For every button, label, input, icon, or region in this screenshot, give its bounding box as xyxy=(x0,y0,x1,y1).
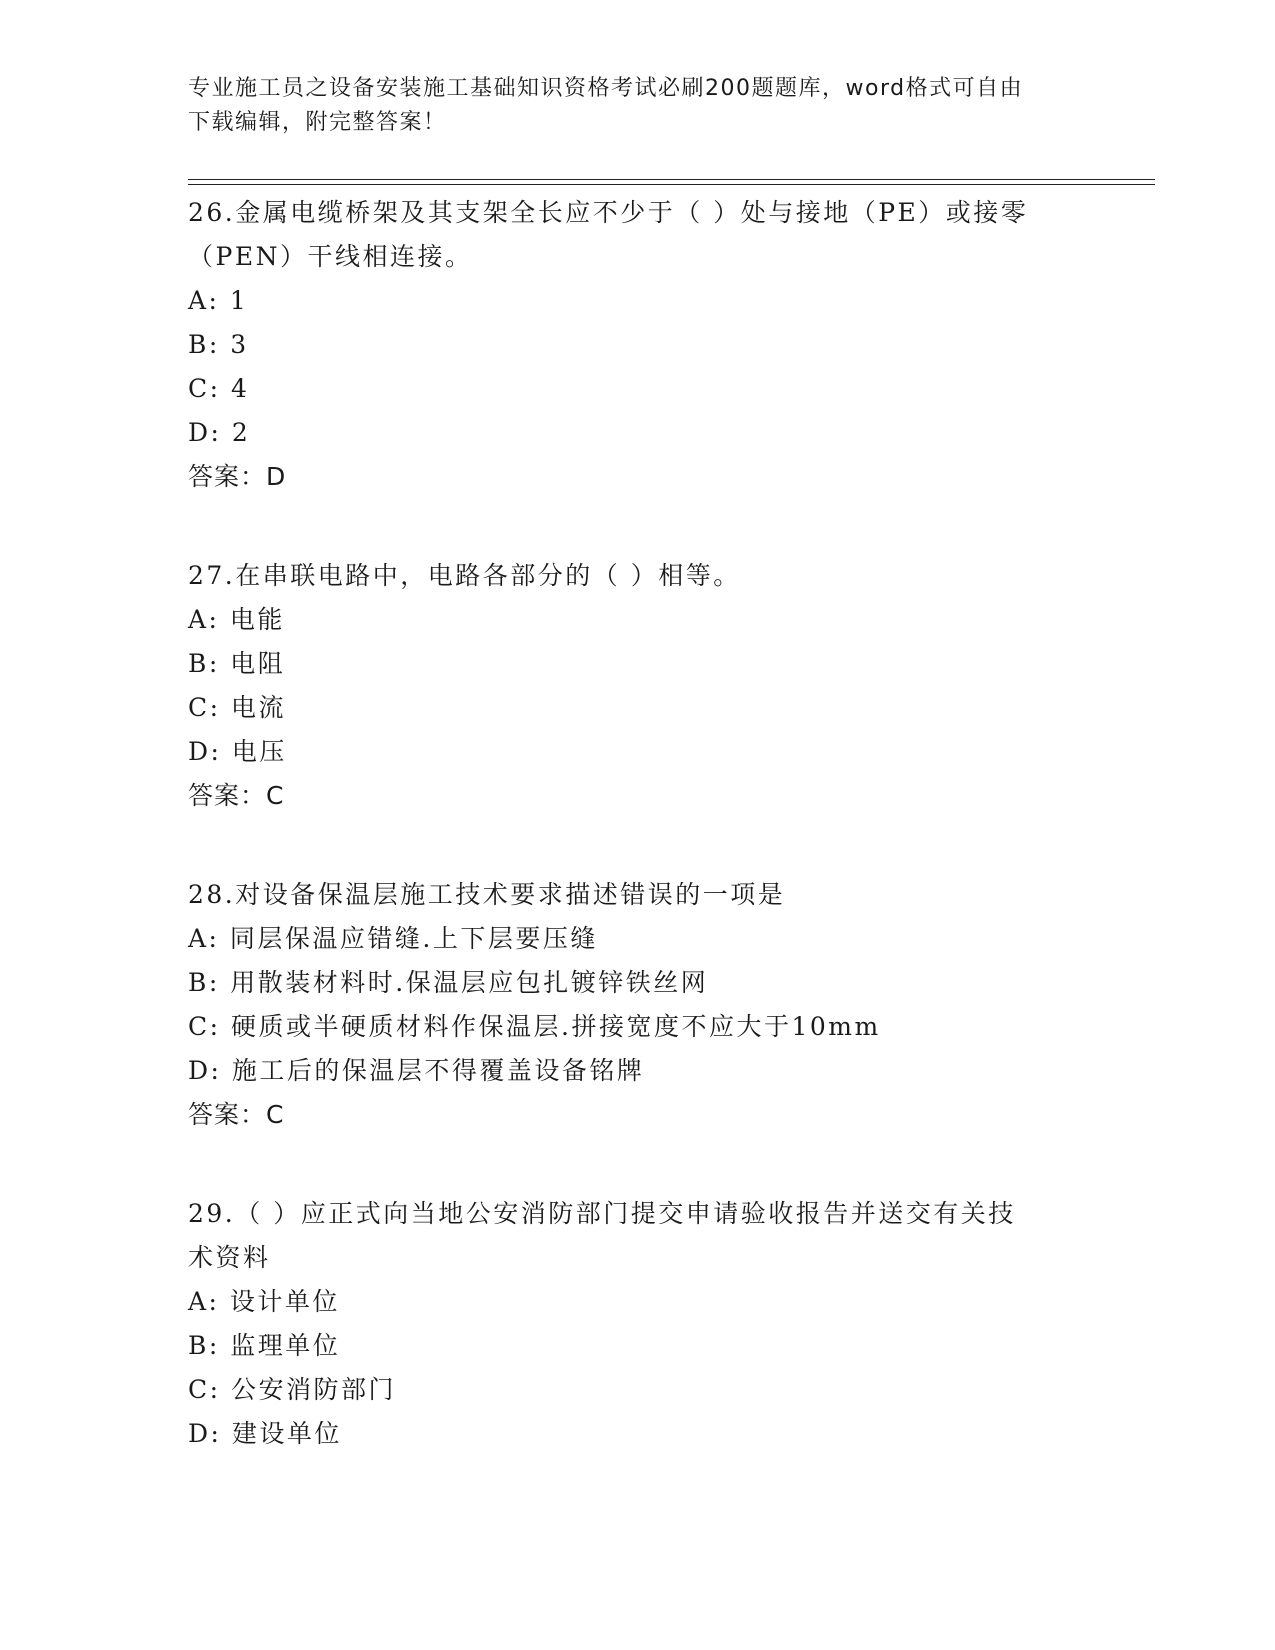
question-text-continued: （PEN）干线相连接。 xyxy=(188,242,473,271)
option-c: C: 电流 xyxy=(188,693,286,722)
question-text: 27.在串联电路中，电路各部分的（ ）相等。 xyxy=(188,561,741,590)
option-b: B: 用散装材料时.保温层应包扎镀锌铁丝网 xyxy=(188,968,709,997)
answer: 答案：C xyxy=(188,781,285,810)
answer: 答案：C xyxy=(188,1100,285,1129)
option-c: C: 4 xyxy=(188,374,250,403)
question-text: 29.（ ）应正式向当地公安消防部门提交申请验收报告并送交有关技 xyxy=(188,1199,1016,1228)
header-divider-bottom xyxy=(188,184,1155,185)
option-b: B: 电阻 xyxy=(188,649,286,678)
question-text-continued: 术资料 xyxy=(188,1243,271,1272)
question-26 xyxy=(188,191,1088,499)
option-d: D: 2 xyxy=(188,418,251,447)
option-d: D: 电压 xyxy=(188,737,287,766)
option-a: A: 同层保温应错缝.上下层要压缝 xyxy=(188,924,598,953)
answer: 答案：D xyxy=(188,462,287,491)
document-header xyxy=(188,72,1078,140)
header-divider-top xyxy=(188,179,1155,180)
header-line-2: 下载编辑，附完整答案！ xyxy=(188,110,447,135)
question-text: 28.对设备保温层施工技术要求描述错误的一项是 xyxy=(188,880,786,909)
option-d: D: 施工后的保温层不得覆盖设备铭牌 xyxy=(188,1056,645,1085)
question-29 xyxy=(188,1192,1088,1456)
option-b: B: 3 xyxy=(188,330,249,359)
option-a: A: 电能 xyxy=(188,605,285,634)
option-b: B: 监理单位 xyxy=(188,1331,341,1360)
option-a: A: 设计单位 xyxy=(188,1287,340,1316)
option-c: C: 公安消防部门 xyxy=(188,1375,396,1404)
question-28 xyxy=(188,873,1088,1137)
header-line-1: 专业施工员之设备安装施工基础知识资格考试必刷200题题库，word格式可自由 xyxy=(188,76,1024,101)
option-c: C: 硬质或半硬质材料作保温层.拼接宽度不应大于10mm xyxy=(188,1012,881,1041)
question-27 xyxy=(188,554,1088,818)
question-list xyxy=(188,191,1088,1456)
question-text: 26.金属电缆桥架及其支架全长应不少于（ ）处与接地（PE）或接零 xyxy=(188,198,1029,227)
option-d: D: 建设单位 xyxy=(188,1419,342,1448)
option-a: A: 1 xyxy=(188,286,249,315)
